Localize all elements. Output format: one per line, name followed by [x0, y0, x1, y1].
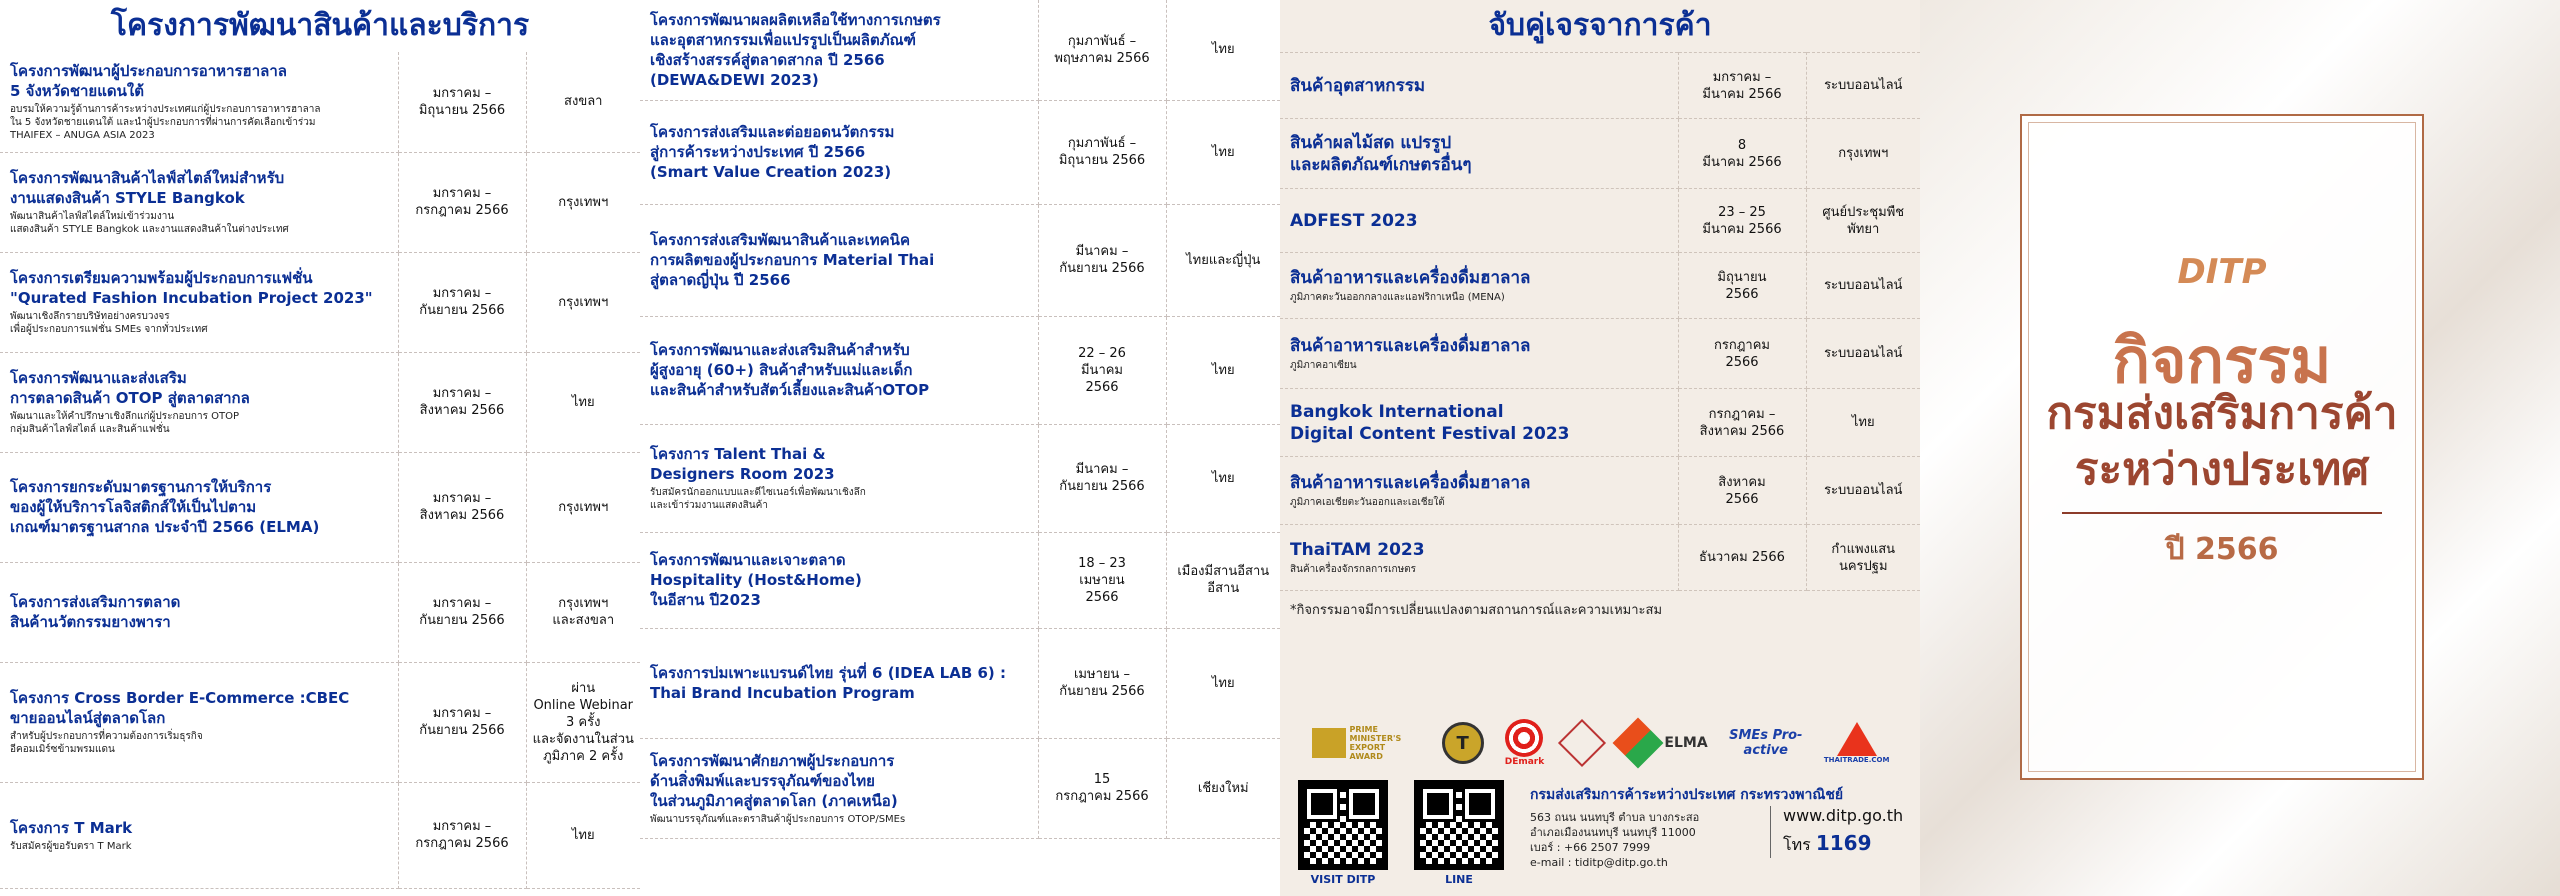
- activity-cell: [0, 352, 398, 452]
- activity-date: กุมภาพันธ์ – มิถุนายน 2566: [1038, 100, 1166, 204]
- website-link[interactable]: www.ditp.go.th: [1783, 806, 1904, 825]
- table-row: [640, 100, 1280, 204]
- activity-location: ระบบออนไลน์: [1806, 319, 1920, 389]
- table-row: [0, 562, 640, 662]
- table-row: [0, 352, 640, 452]
- activity-name: โครงการพัฒนาผู้ประกอบการอาหารฮาลาล 5 จังหวัดชายแดนใต้: [10, 62, 287, 101]
- activity-cell: [640, 204, 1038, 316]
- table-row: [1280, 389, 1920, 457]
- activity-date: มกราคม – กันยายน 2566: [398, 562, 526, 662]
- activity-name: Bangkok International Digital Content Festival 2023: [1290, 401, 1570, 444]
- activity-date: มกราคม – กันยายน 2566: [398, 662, 526, 782]
- activity-description: อบรมให้ความรู้ด้านการค้าระหว่างประเทศแก่ผู้ประกอบการอาหารฮาลาล ใน 5 จังหวัดชายแดนใต้ และนำผู้ประกอบการที่ผ่านการคัดเลือกเข้าร่วม THAIFEX – ANUGA ASIA 2023: [10, 104, 321, 142]
- activity-cell: [1280, 319, 1678, 389]
- matching-table: [1280, 52, 1920, 591]
- activity-location: กรุงเทพฯ และสงขลา: [526, 562, 640, 662]
- activity-location: ระบบออนไลน์: [1806, 457, 1920, 525]
- activity-date: สิงหาคม 2566: [1678, 457, 1806, 525]
- table-row: [640, 738, 1280, 838]
- activity-location: ไทย: [1166, 0, 1280, 100]
- activity-cell: [0, 562, 398, 662]
- activity-date: มกราคม – มีนาคม 2566: [1678, 53, 1806, 119]
- activity-name: สินค้าผลไม้สด แปรรูป และผลิตภัณฑ์เกษตรอื่นๆ: [1290, 132, 1472, 175]
- activity-location: ระบบออนไลน์: [1806, 53, 1920, 119]
- activity-name: โครงการพัฒนาผลผลิตเหลือใช้ทางการเกษตร และอุตสาหกรรมเพื่อแปรรูปเป็นผลิตภัณฑ์ เชิงสร้างสรรค์สู่ตลาดสากล ปี 2566 (DEWA&DEWI 2023): [650, 10, 941, 89]
- activity-name: โครงการส่งเสริมการตลาด สินค้านวัตกรรมยางพารา: [10, 593, 181, 631]
- activity-description: รับสมัครผู้ขอรับตรา T Mark: [10, 840, 132, 852]
- activity-cell: [640, 424, 1038, 532]
- activity-date: กรกฎาคม 2566: [1678, 319, 1806, 389]
- activity-date: 15 กรกฎาคม 2566: [1038, 738, 1166, 838]
- cover-title: กิจกรรม: [2112, 324, 2332, 397]
- activity-name: โครงการบ่มเพาะแบรนด์ไทย รุ่นที่ 6 (IDEA LAB 6) : Thai Brand Incubation Program: [650, 664, 1007, 702]
- table-row: [640, 628, 1280, 738]
- activity-name: โครงการ Cross Border E-Commerce :CBEC ขายออนไลน์สู่ตลาดโลก: [10, 689, 350, 727]
- activity-description: สำหรับผู้ประกอบการที่ความต้องการเริ่มธุรกิจ อีคอมเมิร์ซข้ามพรมแดน: [10, 731, 203, 755]
- activity-cell: [0, 782, 398, 888]
- activity-cell: [640, 628, 1038, 738]
- activity-name: โครงการยกระดับมาตรฐานการให้บริการ ของผู้ให้บริการโลจิสติกส์ให้เป็นไปตาม เกณฑ์มาตรฐานสากล ประจำปี 2566 (ELMA): [10, 478, 320, 536]
- activity-cell: [1280, 189, 1678, 253]
- activity-date: มกราคม – กรกฎาคม 2566: [398, 152, 526, 252]
- table-row: [640, 316, 1280, 424]
- visit-ditp-qr[interactable]: VISIT DITP: [1298, 780, 1388, 886]
- activity-cell: [640, 738, 1038, 838]
- activity-name: โครงการ T Mark: [10, 818, 133, 837]
- table-row: [640, 204, 1280, 316]
- disclaimer-note: *กิจกรรมอาจมีการเปลี่ยนแปลงตามสถานการณ์และความเหมาะสม: [1290, 603, 1663, 618]
- table-row: [640, 532, 1280, 628]
- table-row: [0, 52, 640, 152]
- activity-location: กรุงเทพฯ: [1806, 119, 1920, 189]
- cover-subtitle-2: ระหว่างประเทศ: [2074, 444, 2370, 495]
- activity-description: ภูมิภาคเอเชียตะวันออกและเอเชียใต้: [1290, 497, 1445, 508]
- organization-address: 563 ถนน นนทบุรี ตำบล บางกระสอ อำเภอเมืองนนทบุรี นนทบุรี 11000: [1530, 811, 1700, 839]
- activity-location: สงขลา: [526, 52, 640, 152]
- ditp-logo: DITP: [2177, 252, 2267, 292]
- activity-date: กรกฎาคม – สิงหาคม 2566: [1678, 389, 1806, 457]
- activity-location: ไทย: [1166, 316, 1280, 424]
- activity-description: พัฒนาและให้คำปรึกษาเชิงลึกแก่ผู้ประกอบการ OTOP กลุ่มสินค้าไลฟ์สไตล์ และสินค้าแฟชั่น: [10, 411, 240, 435]
- table-row: [1280, 457, 1920, 525]
- activity-name: โครงการส่งเสริมและต่อยอดนวัตกรรม สู่การค้าระหว่างประเทศ ปี 2566 (Smart Value Creation 2023): [650, 123, 895, 181]
- activity-description: พัฒนาบรรจุภัณฑ์และตราสินค้าผู้ประกอบการ OTOP/SMEs: [650, 813, 906, 825]
- organization-name: กรมส่งเสริมการค้าระหว่างประเทศ กระทรวงพาณิชย์: [1530, 787, 1844, 803]
- activity-description: พัฒนาสินค้าไลฟ์สไตล์ใหม่เข้าร่วมงาน แสดงสินค้า STYLE Bangkok และงานแสดงสินค้าในต่างประเทศ: [10, 211, 289, 235]
- activity-table: [0, 52, 640, 889]
- cover-year: ปี 2566: [2165, 532, 2279, 567]
- activity-location: เชียงใหม่: [1166, 738, 1280, 838]
- activity-date: มกราคม – กันยายน 2566: [398, 252, 526, 352]
- section-title: โครงการพัฒนาสินค้าและบริการ: [110, 8, 530, 43]
- cover-subtitle-1: กรมส่งเสริมการค้า: [2046, 388, 2398, 439]
- activity-cell: [1280, 525, 1678, 591]
- table-row: [1280, 525, 1920, 591]
- organization-email: e-mail : tiditp@ditp.go.th: [1530, 856, 1668, 869]
- thaitrade-logo: THAITRADE.COM: [1824, 722, 1890, 764]
- activity-location: กรุงเทพฯ: [526, 152, 640, 252]
- activity-date: เมษายน – กันยายน 2566: [1038, 628, 1166, 738]
- activity-location: ไทย: [1166, 424, 1280, 532]
- activity-cell: [640, 100, 1038, 204]
- table-row: [0, 452, 640, 562]
- line-qr[interactable]: LINE: [1414, 780, 1504, 886]
- table-row: [0, 252, 640, 352]
- table-row: [0, 662, 640, 782]
- activity-cell: [640, 532, 1038, 628]
- activity-date: 18 – 23 เมษายน 2566: [1038, 532, 1166, 628]
- partner-logos: [1300, 716, 1900, 770]
- activity-description: ภูมิภาคอาเซียน: [1290, 360, 1357, 371]
- activity-location: กรุงเทพฯ: [526, 452, 640, 562]
- activity-date: มีนาคม – กันยายน 2566: [1038, 204, 1166, 316]
- activity-location: กรุงเทพฯ: [526, 252, 640, 352]
- diamond-logo: [1565, 726, 1599, 760]
- activity-name: โครงการ Talent Thai & Designers Room 2023: [650, 445, 835, 483]
- activity-table: [640, 0, 1280, 839]
- activity-description: รับสมัครนักออกแบบและดีไซเนอร์เพื่อพัฒนาเชิงลึก และเข้าร่วมงานแสดงสินค้า: [650, 487, 866, 511]
- activity-name: โครงการพัฒนาและส่งเสริม การตลาดสินค้า OTOP สู่ตลาดสากล: [10, 369, 250, 407]
- activity-name: โครงการพัฒนาและเจาะตลาด Hospitality (Host&Home) ในอีสาน ปี2023: [650, 551, 862, 609]
- activity-description: พัฒนาเชิงลึกรายบริษัทอย่างครบวงจร เพื่อผู้ประกอบการแฟชั่น SMEs จากทั่วประเทศ: [10, 311, 208, 335]
- smes-proactive-logo: SMEs Pro-active: [1729, 728, 1803, 758]
- activity-date: มกราคม – สิงหาคม 2566: [398, 352, 526, 452]
- activity-cell: [0, 52, 398, 152]
- activity-location: ไทยและญี่ปุ่น: [1166, 204, 1280, 316]
- activity-cell: [0, 452, 398, 562]
- hotline: โทร 1169: [1783, 831, 1872, 855]
- activity-date: 8 มีนาคม 2566: [1678, 119, 1806, 189]
- prime-minister-award-logo: PRIME MINISTER'S EXPORT AWARD: [1311, 725, 1421, 761]
- website-hotline: [1770, 806, 1903, 858]
- activity-location: ไทย: [526, 352, 640, 452]
- activity-name: โครงการส่งเสริมพัฒนาสินค้าและเทคนิค การผลิตของผู้ประกอบการ Material Thai สู่ตลาดญี่ปุ่น ปี 2566: [650, 231, 935, 289]
- panel-business-matching: [1280, 0, 1920, 896]
- activity-location: กำแพงแสน นครปฐม: [1806, 525, 1920, 591]
- activity-cell: [1280, 53, 1678, 119]
- activity-cell: [0, 152, 398, 252]
- activity-location: ไทย: [1166, 100, 1280, 204]
- cover-frame: [2020, 114, 2424, 780]
- activity-date: มกราคม – มิถุนายน 2566: [398, 52, 526, 152]
- activity-cell: [1280, 253, 1678, 319]
- activity-date: มิถุนายน 2566: [1678, 253, 1806, 319]
- activity-name: สินค้าอาหารและเครื่องดื่มฮาลาล: [1290, 268, 1531, 288]
- activity-cell: [1280, 389, 1678, 457]
- activity-cell: [640, 316, 1038, 424]
- activity-name: สินค้าอุตสาหกรรม: [1290, 75, 1426, 96]
- activity-date: มกราคม – กรกฎาคม 2566: [398, 782, 526, 888]
- activity-cell: [1280, 119, 1678, 189]
- divider: [2062, 512, 2382, 514]
- qr-code-icon: [1414, 780, 1504, 870]
- activity-cell: [0, 252, 398, 352]
- qr-code-icon: [1298, 780, 1388, 870]
- activity-date: กุมภาพันธ์ – พฤษภาคม 2566: [1038, 0, 1166, 100]
- activity-date: มีนาคม – กันยายน 2566: [1038, 424, 1166, 532]
- table-row: [640, 0, 1280, 100]
- activity-name: โครงการพัฒนาและส่งเสริมสินค้าสำหรับ ผู้สูงอายุ (60+) สินค้าสำหรับแม่และเด็ก และสินค้าสำหรับสัตว์เลี้ยงและสินค้าOTOP: [650, 341, 930, 399]
- activity-name: โครงการเตรียมความพร้อมผู้ประกอบการแฟชั่น "Qurated Fashion Incubation Project 2023": [10, 269, 373, 307]
- table-row: [1280, 319, 1920, 389]
- table-row: [1280, 253, 1920, 319]
- activity-location: ไทย: [1166, 628, 1280, 738]
- section-title: จับคู่เจรจาการค้า: [1280, 0, 1920, 52]
- activity-location: ศูนย์ประชุมพืช พัทยา: [1806, 189, 1920, 253]
- activity-description: สินค้าเครื่องจักรกลการเกษตร: [1290, 564, 1417, 575]
- activity-cell: [640, 0, 1038, 100]
- panel-product-development: [0, 0, 640, 896]
- activity-location: ไทย: [526, 782, 640, 888]
- activity-name: สินค้าอาหารและเครื่องดื่มฮาลาล: [1290, 336, 1531, 356]
- table-row: [1280, 119, 1920, 189]
- table-row: [1280, 53, 1920, 119]
- activity-name: ThaiTAM 2023: [1290, 540, 1425, 560]
- activity-description: ภูมิภาคตะวันออกกลางและแอฟริกาเหนือ (MENA): [1290, 292, 1505, 303]
- activity-location: เมืองมีสานอีสาน อีสาน: [1166, 532, 1280, 628]
- activity-name: ADFEST 2023: [1290, 210, 1418, 231]
- activity-location: ผ่าน Online Webinar 3 ครั้ง และจัดงานในส่วน ภูมิภาค 2 ครั้ง: [526, 662, 640, 782]
- cover-panel: [1920, 0, 2560, 896]
- activity-location: ไทย: [1806, 389, 1920, 457]
- activity-date: 22 – 26 มีนาคม 2566: [1038, 316, 1166, 424]
- activity-location: ระบบออนไลน์: [1806, 253, 1920, 319]
- demark-logo: DEmark: [1505, 719, 1545, 767]
- activity-cell: [1280, 457, 1678, 525]
- activity-name: โครงการพัฒนาศักยภาพผู้ประกอบการ ด้านสิ่งพิมพ์และบรรจุภัณฑ์ของไทย ในส่วนภูมิภาคสู่ตลาดโลก (ภาคเหนือ): [650, 751, 898, 810]
- table-row: [640, 424, 1280, 532]
- table-row: [0, 782, 640, 888]
- panel-product-development-continued: [640, 0, 1280, 896]
- organization-phone: เบอร์ : +66 2507 7999: [1530, 841, 1651, 854]
- activity-cell: [0, 662, 398, 782]
- table-row: [1280, 189, 1920, 253]
- elma-logo: ELMA: [1620, 725, 1707, 761]
- table-row: [0, 152, 640, 252]
- activity-date: 23 – 25 มีนาคม 2566: [1678, 189, 1806, 253]
- activity-date: มกราคม – สิงหาคม 2566: [398, 452, 526, 562]
- t-mark-logo: T: [1442, 722, 1484, 764]
- activity-name: โครงการพัฒนาสินค้าไลฟ์สไตล์ใหม่สำหรับ งานแสดงสินค้า STYLE Bangkok: [10, 169, 285, 207]
- activity-name: สินค้าอาหารและเครื่องดื่มฮาลาล: [1290, 473, 1531, 493]
- activity-date: ธันวาคม 2566: [1678, 525, 1806, 591]
